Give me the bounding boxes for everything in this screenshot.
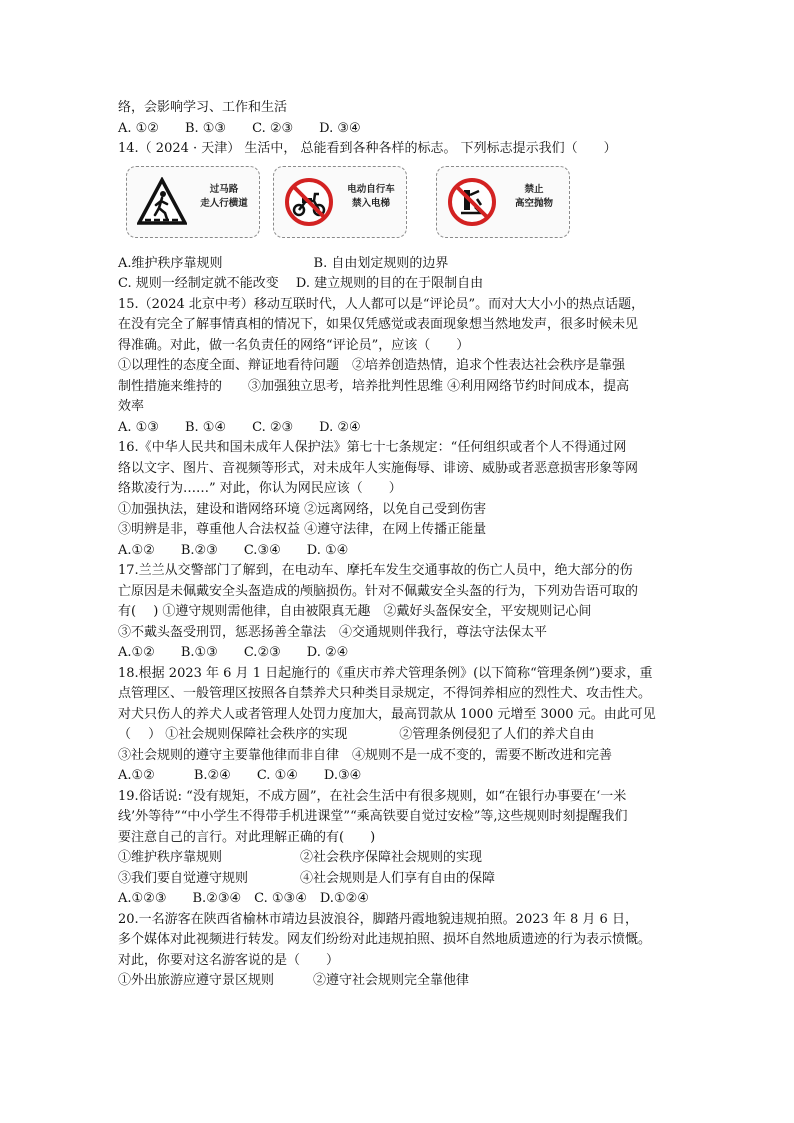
text-line: ①维护秩序靠规则 ②社会秩序保障社会规则的实现 [118, 850, 483, 865]
text-line: 制性措施来维持的 ③加强独立思考，培养批判性思维 ④利用网络节约时间成本，提高 [118, 378, 630, 394]
answer-options: A. ①② B. ①③ C. ②③ D. ③④ [118, 120, 361, 136]
text-line: 17.兰兰从交警部门了解到，在电动车、摩托车发生交通事故的伤亡人员中，绝大部分的伤 [118, 563, 633, 578]
text-line: 效率 [118, 399, 145, 414]
text-line: 点管理区、一般管理区按照各自禁养犬只种类目录规定，不得饲养相应的烈性犬、攻击性犬。 [118, 686, 652, 701]
text-line: 要注意自己的言行。对此理解正确的有( ) [118, 829, 376, 845]
text-line: A.①②③ B.②③④ C. ①③④ D.①②④ [118, 891, 369, 906]
text-line: A.①② B.①③ C.②③ D. ②④ [118, 645, 349, 660]
text-line: 多个媒体对此视频进行转发。网友们纷纷对此违规拍照、损坏自然地质遗迹的行为表示愤慨。 [118, 932, 652, 947]
text-line: 对犬只伤人的养犬人或者管理人处罚力度加大，最高罚款从 1000 元增至 3000 元。由此可见 [118, 706, 656, 722]
text-line: 得准确。对此，做一名负责任的网络“评论员”，应该（ ） [118, 337, 470, 353]
question-14-stem: 14.（ 2024 · 天津） 生活中， 总能看到各种各样的标志。 下列标志提示我们（ ） [118, 141, 617, 156]
no-ebike-icon [284, 177, 334, 227]
sign-no-ebike-elevator [273, 166, 407, 238]
text-line: A.维护秩序靠规则 B. 自由划定规则的边界 [118, 255, 449, 271]
sign-label: 电动自行车 禁入电梯 [347, 183, 395, 209]
sign-pedestrian-crossing [126, 166, 260, 238]
text-line: 20.一名游客在陕西省榆林市靖边县波浪谷，脚踏丹霞地貌违规拍照。2023 年 8 月 6 日， [118, 911, 638, 927]
text-line: 线’外等待”“中小学生不得带手机进课堂”“乘高铁要自觉过安检”等,这些规则时刻提醒我们 [118, 809, 628, 824]
text-line: 有( ) ①遵守规则需他律，自由被限真无趣 ②戴好头盔保安全，平安规则记心间 [118, 604, 592, 619]
text-line: 亡原因是未佩戴安全头盔造成的颅脑损伤。针对不佩戴安全头盔的行为，下列劝告语可取的 [118, 583, 639, 599]
text-line: A. ①③ B. ①④ C. ②③ D. ②④ [118, 419, 361, 435]
text-line: 18.根据 2023 年 6 月 1 日起施行的《重庆市养犬管理条例》(以下简称“管理条例”)要求，重 [118, 665, 653, 681]
text-line: （ ） ①社会规则保障社会秩序的实现 ②管理条例侵犯了人们的养犬自由 [118, 727, 595, 742]
pedestrian-crossing-icon [137, 177, 187, 227]
text-line: ③不戴头盔受刑罚，惩恶扬善全靠法 ④交通规则伴我行，尊法守法保太平 [118, 624, 548, 640]
text-line: 对此，你要对这名游客说的是（ ） [118, 952, 340, 968]
exam-page [118, 98, 678, 992]
text-line: 络，会影响学习、工作和生活 [118, 100, 288, 115]
text-line: 络以文字、图片、音视频等形式，对未成年人实施侮辱、诽谤、威胁或者恶意损害形象等网 [118, 460, 639, 476]
sign-label: 过马路 走人行横道 [200, 183, 248, 209]
text-line: ③社会规则的遵守主要靠他律而非自律 ④规则不是一成不变的，需要不断改进和完善 [118, 747, 613, 763]
text-line: 16.《中华人民共和国未成年人保护法》第七十七条规定：“任何组织或者个人不得通过网 [118, 440, 627, 455]
text-line: 在没有完全了解事情真相的情况下，如果仅凭感觉或表面现象想当然地发声，很多时候未见 [118, 317, 639, 332]
text-line: C. 规则一经制定就不能改变 D. 建立规则的目的在于限制自由 [118, 276, 484, 291]
text-line: ①加强执法，建设和谐网络环境 ②远离网络，以免自己受到伤害 [118, 501, 487, 517]
text-line: A.①② B.②④ C. ①④ D.③④ [118, 768, 362, 783]
sign-no-high-throwing [436, 166, 570, 238]
text-line: ③我们要自觉遵守规则 ④社会规则是人们享有自由的保障 [118, 870, 496, 886]
text-line: ①以理性的态度全面、辩证地看待问题 ②培养创造热情，追求个性表达社会秩序是靠强 [118, 358, 626, 373]
text-line: 15.（2024 北京中考）移动互联时代，人人都可以是“评论员”。而对大大小小的热点话题， [118, 296, 645, 312]
text-line: ①外出旅游应遵守景区规则 ②遵守社会规则完全靠他律 [118, 973, 470, 988]
text-line: A.①② B.②③ C.③④ D. ①④ [118, 542, 349, 558]
text-line: 19.俗话说: “没有规矩，不成方圆”，在社会生活中有很多规则，如“在银行办事要在‘一米 [118, 788, 627, 804]
text-line: 络欺凌行为……” 对此，你认为网民应该（ ） [118, 481, 402, 496]
sign-images-row [126, 166, 678, 250]
sign-label: 禁止 高空抛物 [514, 183, 553, 209]
text-line: ③明辨是非，尊重他人合法权益 ④遵守法律，在网上传播正能量 [118, 522, 487, 537]
no-throwing-icon [447, 177, 497, 227]
